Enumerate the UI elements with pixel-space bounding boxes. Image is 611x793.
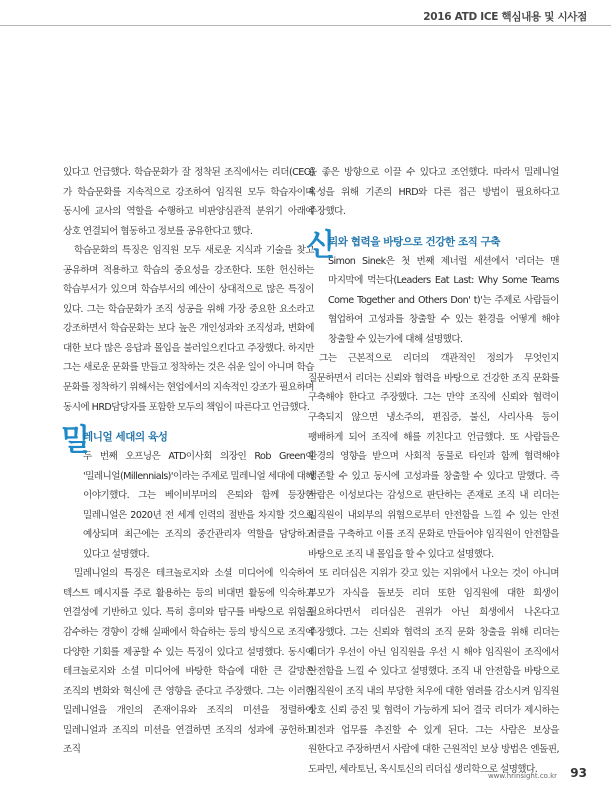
section-title: 레니얼 세대의 육성 <box>83 431 168 444</box>
section-dropcap: 신 <box>306 227 335 263</box>
right-column <box>308 163 559 779</box>
body-paragraph: 그는 근본적으로 리더의 객관적인 정의가 무엇인지 질문하면서 리더는 신뢰와 협력을 바탕으로 건강한 조직 문화를 구축해야 한다고 주장했다. 그는 만약 조직에 신뢰와 협력이 구축되지 않으면 냉소주의, 편집증, 불신, 사리사욕 등이 팽배하게 되어 조직에 해를 끼친다고 언급했다. 또 사람들은 환경의 영향을 받으며 사회적 동물로 타인과 함께 협력해야 생존할 수 있고 동시에 고성과를 창출할 수 있다고 말했다. 즉 사람은 이성보다는 감성으로 판단하는 존재로 조직 내 리더는 임직원이 내외부의 위협으로부터 안전함을 느낄 수 있는 안전 서클을 구축하고 이를 조직 문화로 만들어야 임직원이 안전함을 바탕으로 조직 내 몰입을 할 수 있다고 설명했다. <box>308 353 559 560</box>
body-paragraph: 을 좋은 방향으로 이끌 수 있다고 조언했다. 따라서 밀레니얼 육성을 위해 기존의 HRD와 다른 접근 방법이 필요하다고 주장했다. <box>308 167 559 218</box>
body-paragraph: Simon Sinek은 첫 번째 제너럴 세션에서 '리더는 맨 마지막에 먹는다(Leaders Eat Last: Why Some Teams Come Together and Others Don' t)'는 주제로 사람들이 협업하여 고성과를 창출할 수 있는 환경을 어떻게 해야 창출할 수 있는가에 대해 설명했다. <box>328 255 559 345</box>
footer-url: www.hrinsight.co.kr <box>487 772 557 780</box>
header-divider <box>0 25 611 26</box>
body-paragraph: 있다고 언급했다. 학습문화가 잘 정착된 조직에서는 리더(CEO)가 학습문화를 지속적으로 강조하여 임직원 모두 학습자이며 동시에 교사의 역할을 수행하고 비판양심관적 분위기 아래에 상호 연결되어 협동하고 정보를 공유한다고 했다. <box>63 167 314 237</box>
section-title: 뢰와 협력을 바탕으로 건강한 조직 구축 <box>328 235 501 248</box>
body-paragraph: 밀레니얼의 특징은 테크놀로지와 소셜 미디어에 익숙하여 텍스트 메시지를 주로 활용하는 등의 비대면 활동에 익숙하고 연결성에 기반하고 있다. 특히 흥미와 탐구를 바탕으로 위험을 감수하는 경향이 강해 실패에서 학습하는 등의 방식으로 조직에 다양한 기회를 제공할 수 있는 특징이 있다고 설명했다. 동시에 테크놀로지와 소셜 미디어에 바탕한 학습에 대한 큰 갈망은 조직의 변화와 혁신에 큰 영향을 준다고 주장했다. 그는 이러한 밀레니얼을 개인의 존재이유와 조직의 미션을 정렬하여 밀레니얼과 조직의 미션을 연결하면 조직의 성과에 공헌하고 조직 <box>63 568 314 756</box>
running-header-title: 2016 ATD ICE 핵심내용 및 시사점 <box>423 11 587 23</box>
section-dropcap: 밀 <box>61 423 90 459</box>
section-heading-trust <box>306 227 559 263</box>
body-paragraph: 학습문화의 특징은 임직원 모두 새로운 지식과 기술을 찾고 공유하며 적용하고 학습의 중요성을 강조한다. 또한 헌신하는 학습부서가 있으며 학습부서의 예산이 상대적으로 많은 특징이 있다. 그는 학습문화가 조직 성공을 위해 가장 중요한 요소라고 강조하면서 학습문화는 보다 높은 개인성과와 조직성과, 변화에 대한 보다 많은 응답과 몰입을 불러일으킨다고 주장했다. 하지만 그는 새로운 문화를 만들고 정착하는 것은 쉬운 일이 아니며 학습 문화를 정착하기 위해서는 현업에서의 지속적인 강조가 필요하며 동시에 HRD담당자를 포함한 모두의 책임이 따른다고 언급했다. <box>63 245 314 413</box>
body-paragraph: 두 번째 오프닝은 ATD이사회 의장인 Rob Green이 '밀레니얼(Millennials)'이라는 주제로 밀레니얼 세대에 대해 이야기했다. 그는 베이비부머의 은퇴와 함께 등장한 밀레니얼은 2020년 전 세계 인력의 절반을 차지할 것으로 예상되며 최근에는 조직의 중간관리자 역할을 담당하고 있다고 설명했다. <box>83 451 314 560</box>
body-paragraph: 또 리더십은 지위가 갖고 있는 지위에서 나오는 것이 아니며 부모가 자식을 돌보듯 리더 또한 임직원에 대한 희생이 필요하다면서 리더십은 권위가 아닌 희생에서 나온다고 주장했다. 그는 신뢰와 협력의 조직 문화 창출을 위해 리더는 리더가 우선이 아닌 임직원을 우선 시 해야 임직원이 조직에서 안전함을 느낄 수 있다고 설명했다. 조직 내 안전함을 바탕으로 임직원이 조직 내의 부당한 처우에 대한 염려를 감소시켜 임직원 상호 신뢰 증진 및 협력이 가능하게 되어 결국 리더가 제시하는 비전과 업무를 추진할 수 있게 된다. 그는 사람은 보상을 원한다고 주장하면서 사람에 대한 근원적인 보상 방법은 엔돌핀, 도파민, 세라토닌, 옥시토신의 리더십 생리학으로 설명했다. <box>308 568 559 775</box>
section-heading-millennials <box>61 423 314 459</box>
left-column <box>63 163 314 760</box>
page-number: 93 <box>570 766 587 780</box>
